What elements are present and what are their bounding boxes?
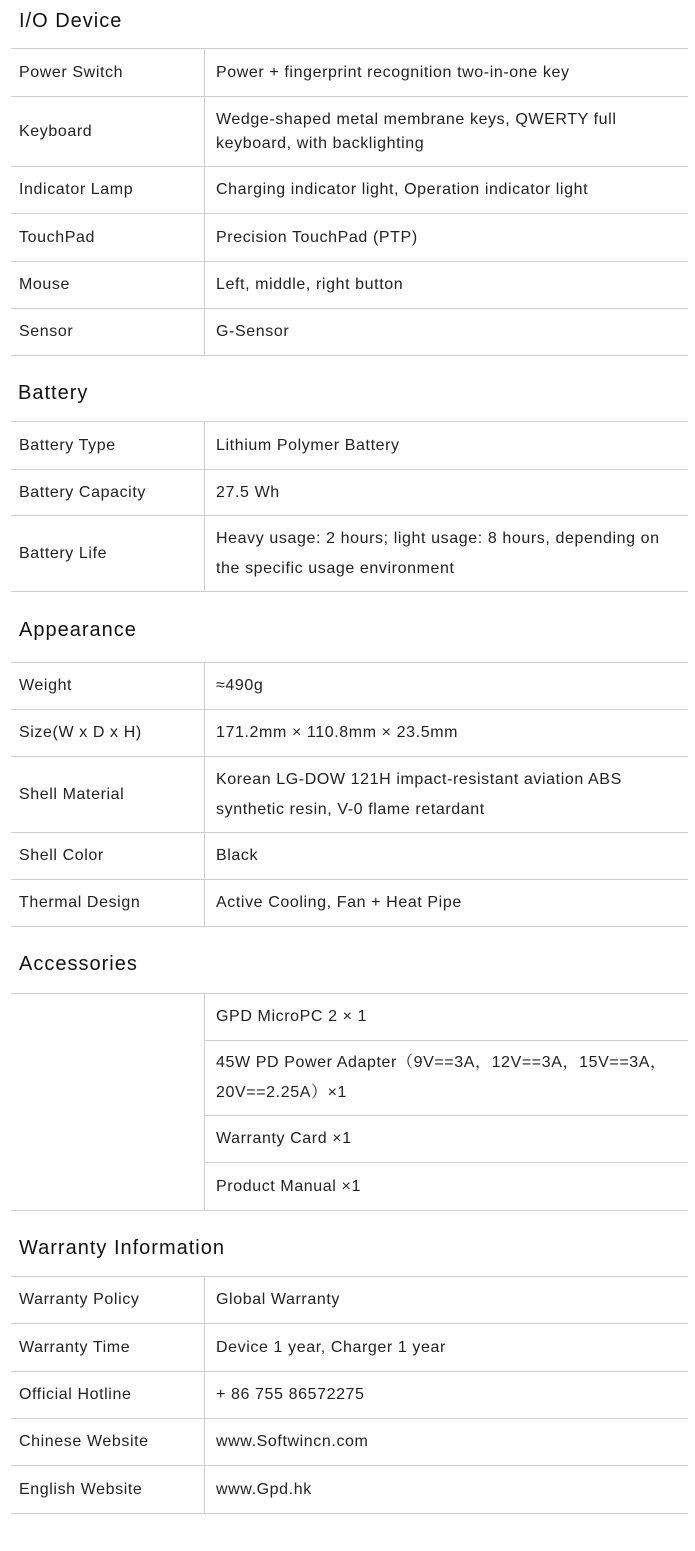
spec-label: Mouse	[11, 262, 205, 308]
table-row	[11, 97, 688, 167]
list-item: 45W PD Power Adapter（9V==3A，12V==3A，15V==3A，20V==2.25A）×1	[205, 1041, 688, 1116]
accessories-list	[205, 994, 688, 1210]
spec-label: Battery Life	[11, 516, 205, 591]
spec-value: ≈490g	[216, 677, 264, 694]
spec-label: Battery Capacity	[11, 470, 205, 515]
table-row	[11, 1372, 688, 1419]
table-row	[11, 1277, 688, 1324]
table-row	[11, 833, 688, 880]
spec-value: www.Gpd.hk	[216, 1480, 312, 1498]
spec-value: Active Cooling, Fan + Heat Pipe	[216, 894, 462, 911]
spec-label: Weight	[11, 663, 205, 709]
spec-label: English Website	[11, 1466, 205, 1513]
table-row	[11, 214, 688, 262]
table-row	[11, 663, 688, 710]
spec-table-warranty	[11, 1276, 688, 1514]
spec-value: G-Sensor	[216, 323, 290, 340]
spec-value: Wedge-shaped metal membrane keys, QWERTY full keyboard, with backlighting	[216, 110, 617, 152]
spec-value: 171.2mm × 110.8mm × 23.5mm	[216, 724, 459, 741]
spec-value: Heavy usage: 2 hours; light usage: 8 hours, depending on the specific usage environment	[216, 529, 660, 577]
spec-label: Chinese Website	[11, 1419, 205, 1465]
spec-table-io	[11, 48, 688, 356]
spec-label: Power Switch	[11, 49, 205, 96]
spec-label: Indicator Lamp	[11, 167, 205, 213]
section-title-battery: Battery	[18, 382, 89, 404]
table-row	[11, 1419, 688, 1466]
section-title-io: I/O Device	[19, 10, 123, 32]
spec-label: Battery Type	[11, 422, 205, 469]
spec-label: Thermal Design	[11, 880, 205, 926]
spec-value: + 86 755 86572275	[216, 1386, 365, 1403]
spec-value: Charging indicator light, Operation indicator light	[216, 181, 589, 198]
section-title-appearance: Appearance	[19, 619, 137, 641]
table-row	[11, 49, 688, 97]
spec-table-appearance	[11, 662, 688, 927]
list-item: Warranty Card ×1	[205, 1116, 688, 1163]
list-item: Product Manual ×1	[216, 1177, 361, 1195]
spec-value: Device 1 year, Charger 1 year	[216, 1338, 446, 1356]
spec-label: Keyboard	[11, 97, 205, 166]
spec-label: Shell Color	[11, 833, 205, 879]
spec-value: www.Softwincn.com	[216, 1433, 369, 1450]
section-title-warranty: Warranty Information	[19, 1237, 225, 1259]
spec-value: Korean LG-DOW 121H impact-resistant aviation ABS synthetic resin, V-0 flame retardant	[216, 770, 622, 818]
section-title-accessories: Accessories	[19, 953, 138, 975]
table-row	[11, 422, 688, 470]
table-row	[11, 470, 688, 516]
table-row	[11, 1466, 688, 1514]
table-row	[11, 516, 688, 592]
table-row	[11, 167, 688, 214]
spec-value: Global Warranty	[216, 1291, 340, 1308]
spec-label: TouchPad	[11, 214, 205, 261]
accessories-label-cell	[11, 994, 205, 1210]
spec-label: Sensor	[11, 309, 205, 355]
spec-value: Lithium Polymer Battery	[216, 436, 400, 454]
list-item: GPD MicroPC 2 × 1	[205, 994, 688, 1041]
spec-table-battery	[11, 421, 688, 592]
spec-value: Black	[216, 847, 259, 864]
table-row	[11, 710, 688, 757]
spec-value: Left, middle, right button	[216, 276, 404, 293]
spec-value: Power + fingerprint recognition two-in-one key	[216, 63, 570, 81]
spec-label: Official Hotline	[11, 1372, 205, 1418]
accessories-table	[11, 993, 688, 1211]
spec-label: Warranty Time	[11, 1324, 205, 1371]
table-row	[11, 262, 688, 309]
table-row	[11, 880, 688, 927]
spec-label: Size(W x D x H)	[11, 710, 205, 756]
spec-value: Precision TouchPad (PTP)	[216, 228, 418, 246]
table-row	[11, 757, 688, 833]
spec-label: Warranty Policy	[11, 1277, 205, 1323]
spec-label: Shell Material	[11, 757, 205, 832]
spec-value: 27.5 Wh	[216, 483, 280, 501]
table-row	[11, 1324, 688, 1372]
table-row	[11, 309, 688, 356]
